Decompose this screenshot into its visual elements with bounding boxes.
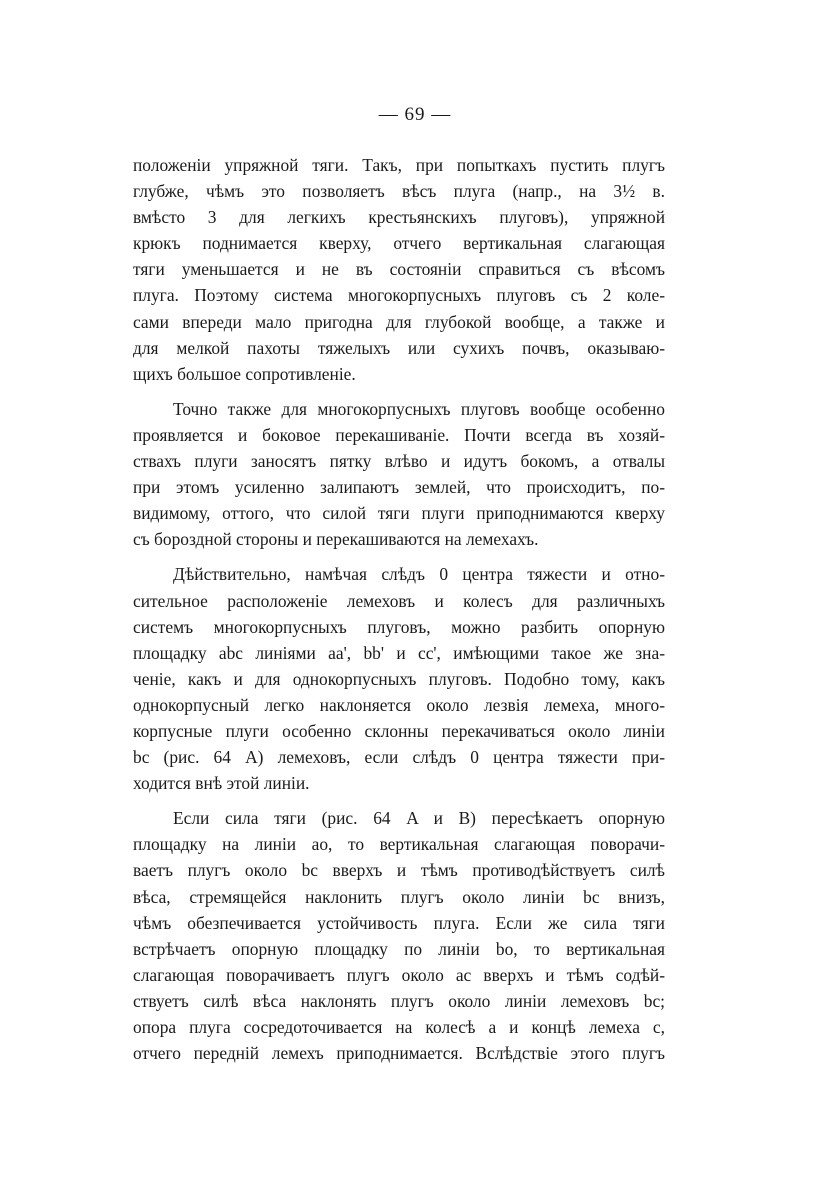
text-line: плуга. Поэтому система многокорпусныхъ плуговъ съ 2 коле- [133, 285, 665, 306]
text-line: однокорпусный легко наклоняется около лезвiя лемеха, много- [133, 694, 665, 715]
text-line: Точно также для многокорпусныхъ плуговъ вообще особенно [173, 398, 665, 419]
text-line: ствахъ плуги заносятъ пятку влѣво и идутъ бокомъ, а отвалы [133, 451, 665, 472]
paragraph [133, 805, 665, 1066]
text-line: вмѣсто 3 для легкихъ крестьянскихъ плуговъ), упряжной [133, 207, 665, 228]
text-line: крюкъ поднимается кверху, отчего вертикальная слагающая [133, 233, 665, 254]
paragraph-gap [133, 387, 665, 396]
text-line: ствуетъ силѣ вѣса наклонять плугъ около линiи лемеховъ bc; [133, 990, 665, 1011]
text-line: проявляется и боковое перекашиванiе. Почти всегда въ хозяй- [133, 424, 665, 445]
text-line: встрѣчаетъ опорную площадку по линiи bo, то вертикальная [133, 938, 665, 959]
text-line: системъ многокорпусныхъ плуговъ, можно разбить опорную [133, 616, 665, 637]
text-line: при этомъ усиленно залипаютъ землей, что происходитъ, по- [133, 477, 665, 498]
text-line: корпусные плуги особенно склонны перекачиваться около линiи [133, 720, 665, 741]
body-text [133, 152, 665, 1066]
text-line: тяги уменьшается и не въ состоянiи справиться съ вѣсомъ [133, 259, 665, 280]
text-line: слагающая поворачиваетъ плугъ около ac вверхъ и тѣмъ содѣй- [133, 964, 665, 985]
text-line: площадку abc линiями aa', bb' и cc', имѣющими такое же зна- [133, 642, 665, 663]
text-line: Если сила тяги (рис. 64 A и B) пересѣкаетъ опорную [173, 808, 665, 829]
text-line: сами впереди мало пригодна для глубокой вообще, а также и [133, 311, 665, 332]
page-number: — 69 — [378, 104, 452, 125]
text-line: видимому, оттого, что силой тяги плуги приподнимаются кверху [133, 503, 665, 524]
text-line: сительное расположенiе лемеховъ и колесъ для различныхъ [133, 590, 665, 611]
text-line: bc (рис. 64 A) лемеховъ, если слѣдъ 0 центра тяжести при- [133, 747, 665, 768]
text-line: для мелкой пахоты тяжелыхъ или сухихъ почвъ, оказываю- [133, 337, 665, 358]
text-line: опора плуга сосредоточивается на колесѣ a и концѣ лемеха c, [133, 1017, 665, 1037]
text-line: съ бороздной стороны и перекашиваются на лемехахъ. [133, 529, 539, 550]
paragraph [133, 396, 665, 553]
paragraph-gap [133, 552, 665, 561]
paragraph [133, 561, 665, 796]
paragraph [133, 152, 665, 387]
paragraph-gap [133, 796, 665, 805]
text-line: ченiе, какъ и для однокорпусныхъ плуговъ. Подобно тому, какъ [133, 668, 665, 689]
text-line: площадку на линiи ao, то вертикальная слагающая поворачи- [133, 834, 665, 855]
text-line: щихъ большое сопротивленiе. [133, 363, 356, 384]
text-line: вѣса, стремящейся наклонить плугъ около линiи bc внизъ, [133, 886, 665, 907]
text-line: Дѣйствительно, намѣчая слѣдъ 0 центра тяжести и отно- [173, 564, 665, 585]
text-line: отчего переднiй лемехъ приподнимается. Вслѣдствiе этого плугъ [133, 1043, 665, 1064]
text-line: ходится внѣ этой линiи. [133, 773, 310, 794]
text-line: чѣмъ обезпечивается устойчивость плуга. Если же сила тяги [133, 912, 665, 933]
text-line: ваетъ плугъ около bc вверхъ и тѣмъ противодѣйствуетъ силѣ [133, 860, 665, 881]
text-line: глубже, чѣмъ это позволяетъ вѣсъ плуга (напр., на 3½ в. [133, 181, 665, 202]
text-line: положенiи упряжной тяги. Такъ, при попыткахъ пустить плугъ [133, 155, 665, 175]
